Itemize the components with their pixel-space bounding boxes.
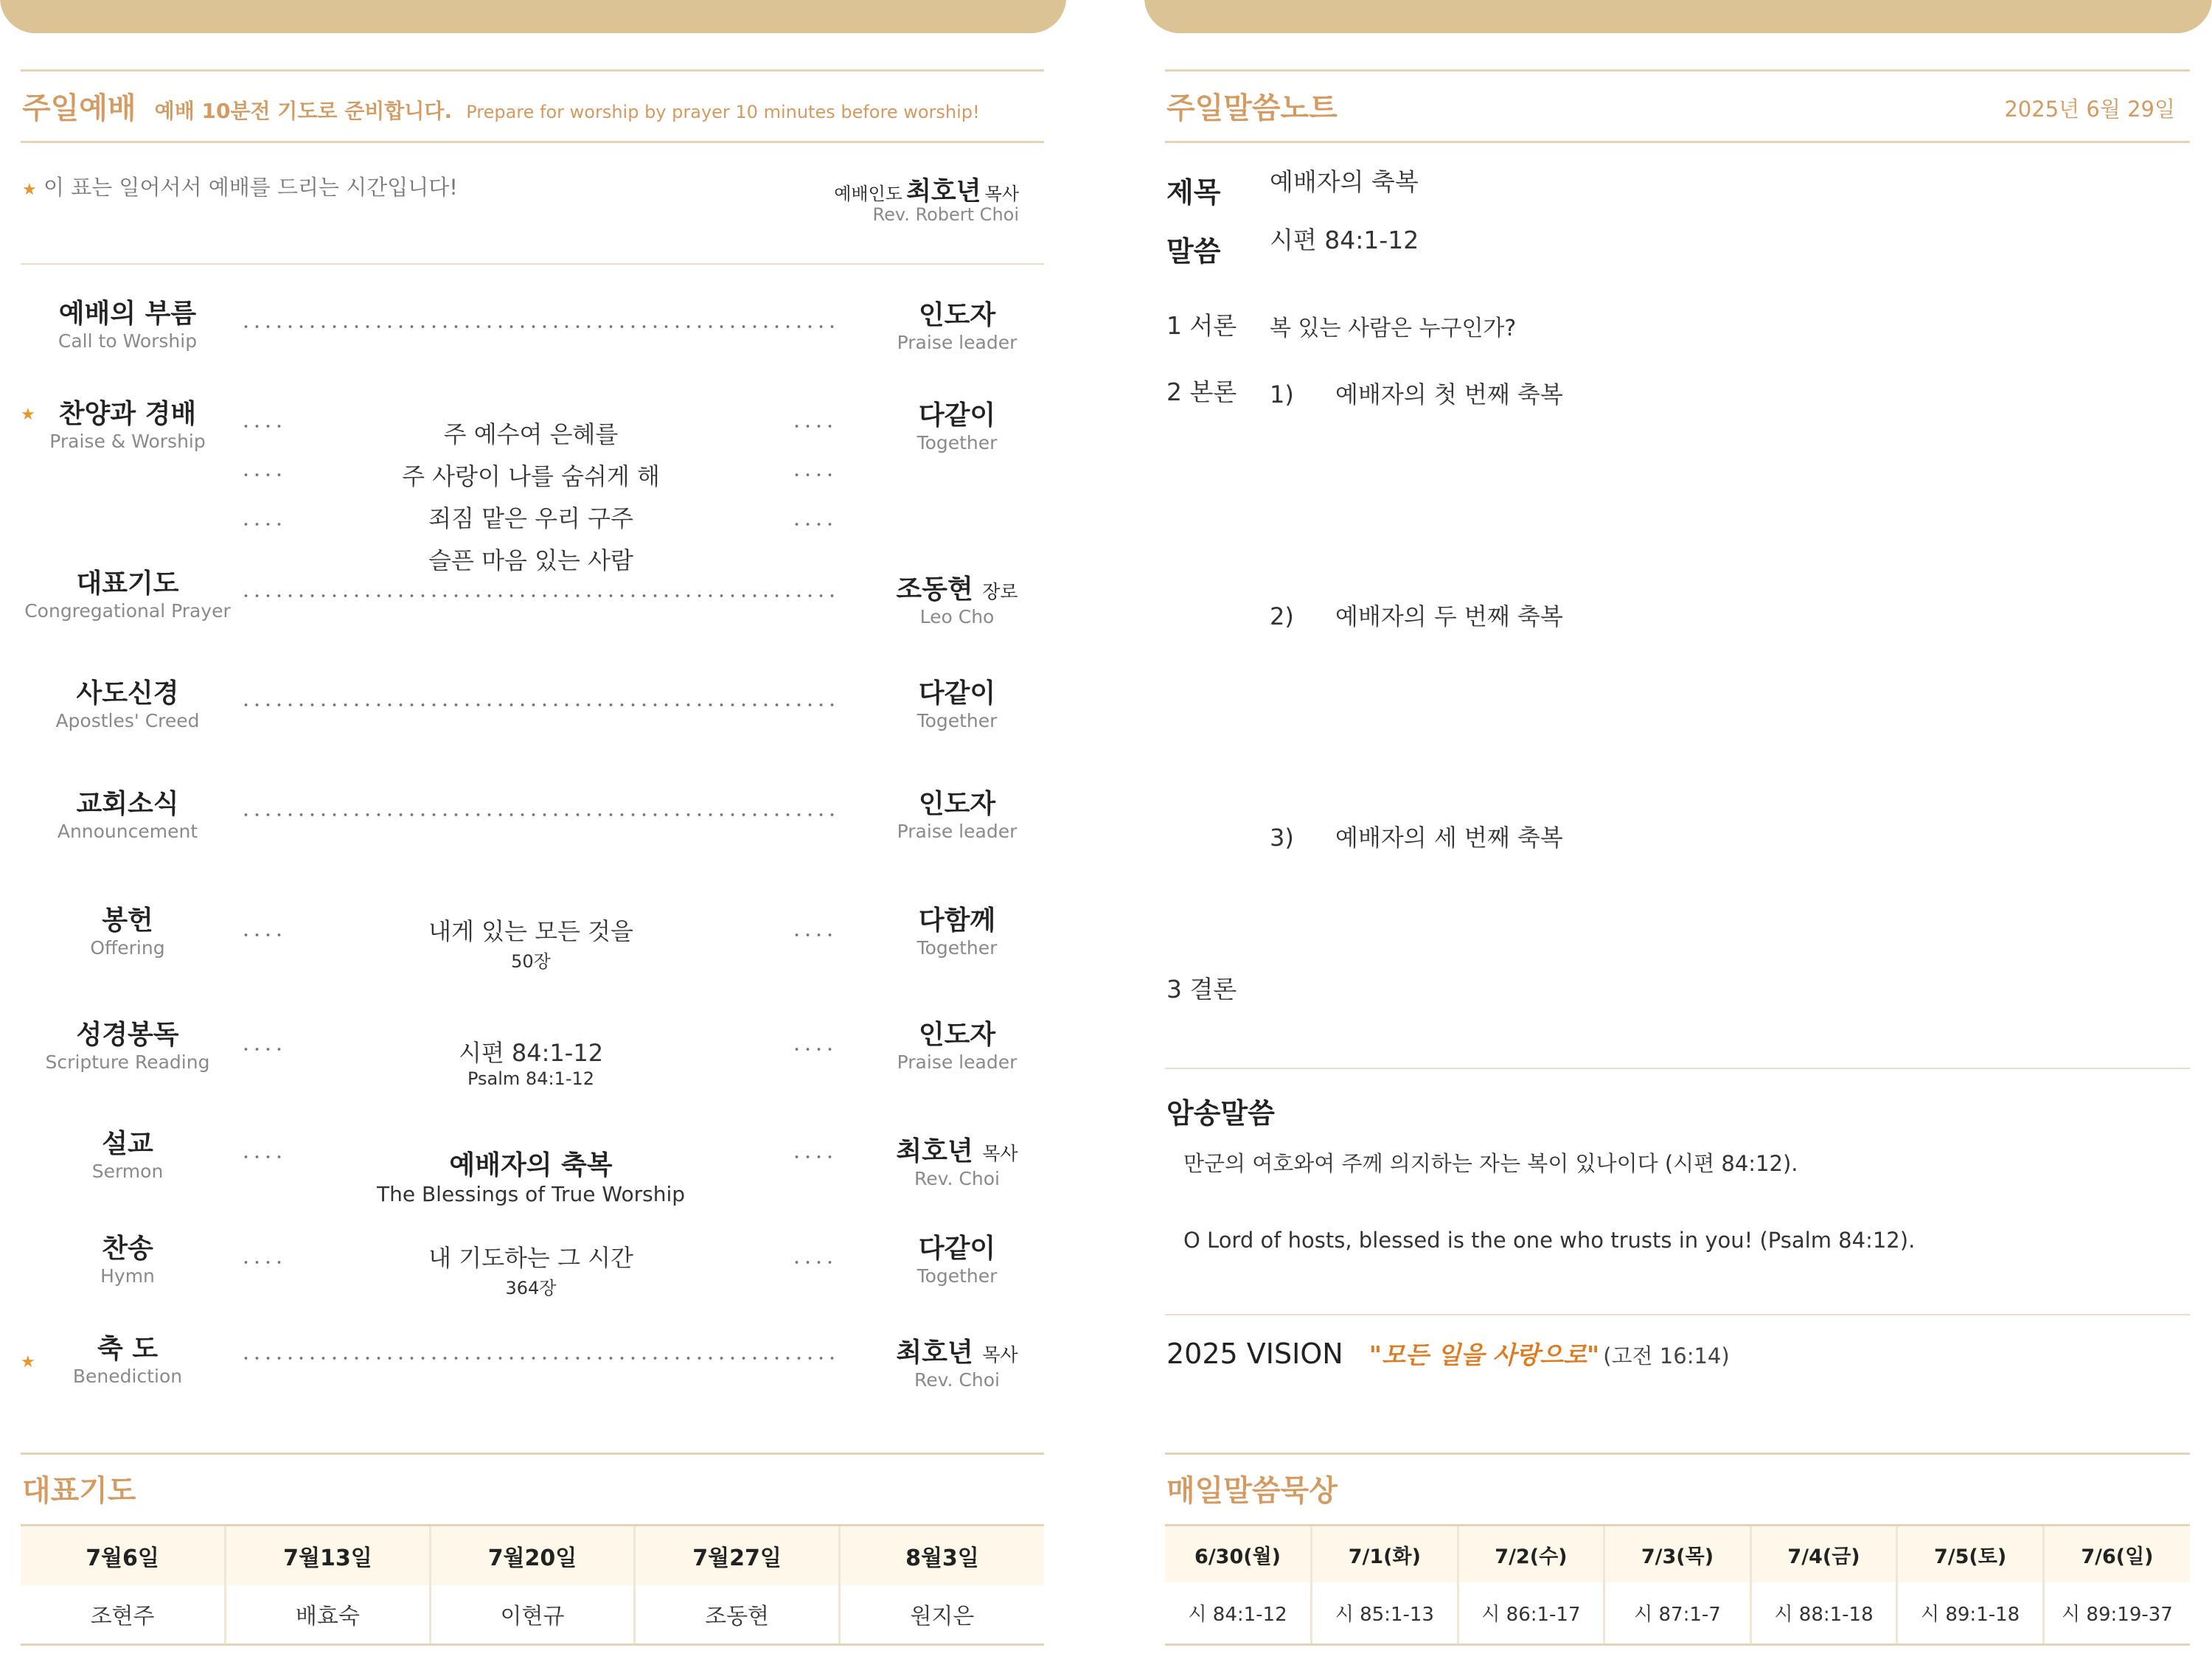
divider [21,141,1044,143]
subject-label: 제목 [1166,176,1221,209]
order-item-benediction: 축 도 Benediction [72,1334,183,1387]
daily-reading: 시 84:1-12 [1165,1582,1312,1644]
worship-subtitle-ko: 예배 10분전 기도로 준비합니다. [154,99,453,123]
daily-reading: 시 88:1-18 [1750,1582,1897,1644]
intro-label: 1 서론 [1166,311,1237,340]
order-leader: 인도자 Praise leader [897,300,1018,353]
order-item-sermon: 설교 Sermon [91,1129,164,1182]
leader-dots [791,473,837,476]
divider [21,263,1044,265]
star-icon: ★ [21,406,35,424]
prayer-name: 원지은 [839,1585,1044,1644]
divider [1165,1068,2190,1069]
order-leader: 인도자 Praise leader [897,789,1018,842]
vision-motto: "모든 일을 사랑으로" [1368,1340,1600,1369]
leader-dots [240,594,838,597]
leader-dots [240,813,838,816]
order-item-apostles-creed: 사도신경 Apostles' Creed [55,678,200,731]
vision [1166,1336,1730,1371]
leader-dots [791,1048,837,1051]
order-item-announcement: 교회소식 Announcement [57,789,198,842]
song-title: 슬픈 마음 있는 사람 [428,546,633,574]
leader-dots [240,425,286,428]
order-item-offering: 봉헌 Offering [90,905,165,959]
notes-title: 주일말씀노트 [1166,91,1338,125]
daily-date: 7/5(토) [1897,1526,2044,1582]
divider [1165,1314,2190,1315]
worship-title: 주일예배 [22,91,136,125]
leader-dots [240,325,838,328]
order-item-praise-worship: 찬양과 경배 Praise & Worship [49,399,206,452]
scripture-label: 말씀 [1166,235,1221,268]
prayer-name: 조동현 [635,1585,840,1644]
leader-dots [791,1261,837,1264]
vision-label: 2025 VISION [1166,1338,1343,1370]
order-leader: 다같이 Together [917,678,998,731]
prayer-date: 7월27일 [635,1526,840,1585]
memory-title: 암송말씀 [1166,1097,1275,1130]
divider [1165,1453,2190,1455]
order-leader: 다함께 Together [917,905,998,959]
daily-date: 6/30(월) [1165,1526,1312,1582]
order-leader: 최호년 목사 Rev. Choi [896,1338,1018,1391]
order-item-call-to-worship: 예배의 부름 Call to Worship [58,299,198,352]
right-top-tab [1144,0,2212,33]
offering-hymn: 내게 있는 모든 것을 50장 [428,917,633,972]
scripture-reference: 시편 84:1-12 Psalm 84:1-12 [458,1039,604,1089]
order-item-hymn: 찬송 Hymn [100,1234,155,1287]
daily-date: 7/4(금) [1750,1526,1897,1582]
divider [1165,141,2190,143]
vision-ref: (고전 16:14) [1603,1343,1730,1368]
daily-reading: 시 86:1-17 [1458,1582,1604,1644]
worship-header [22,85,980,127]
divider [21,69,1044,72]
daily-date: 7/6(일) [2043,1526,2190,1582]
leader-dots [240,523,286,526]
order-leader: 다같이 Together [917,1234,998,1287]
order-leader: 다같이 Together [917,400,998,453]
scripture-text: 시편 84:1-12 [1270,226,1419,254]
song-title: 주 예수여 은혜를 [443,420,619,448]
prayer-date: 7월6일 [21,1526,226,1585]
daily-date: 7/2(수) [1458,1526,1604,1582]
point-1: 1) 예배자의 첫 번째 축복 [1270,380,1563,408]
leader-dots [240,703,838,706]
conclusion-label: 3 결론 [1166,975,1237,1004]
daily-reading-table [1165,1526,2190,1646]
prayer-date: 7월13일 [226,1526,431,1585]
intro-text: 복 있는 사람은 누구인가? [1270,316,1517,341]
leader-dots [240,473,286,476]
order-leader: 인도자 Praise leader [897,1020,1018,1073]
worship-subtitle-en: Prepare for worship by prayer 10 minutes before worship! [466,102,980,122]
sermon-title: 예배자의 축복 The Blessings of True Worship [377,1150,685,1206]
daily-reading: 시 89:19-37 [2043,1582,2190,1644]
leader-dots [791,425,837,428]
leader-dots [240,1357,838,1360]
order-item-congregational-prayer: 대표기도 Congregational Prayer [24,568,231,622]
daily-date: 7/1(화) [1312,1526,1458,1582]
presider: 예배인도 최호년 목사 [834,177,1019,206]
body-label: 2 본론 [1166,378,1237,406]
daily-reading: 시 85:1-13 [1312,1582,1458,1644]
daily-date: 7/3(목) [1604,1526,1751,1582]
leader-dots [240,1155,286,1158]
song-title: 죄짐 맡은 우리 구주 [428,504,633,532]
order-leader: 최호년 목사 Rev. Choi [896,1136,1018,1189]
leader-dots [240,933,286,936]
prayer-date: 7월20일 [430,1526,635,1585]
hymn-title: 내 기도하는 그 시간 364장 [428,1244,633,1298]
prayer-title: 대표기도 [22,1474,136,1508]
notes-date: 2025년 6월 29일 [2004,97,2175,122]
star-icon: ★ [22,181,37,199]
memory-verse-ko: 만군의 여호와여 주께 의지하는 자는 복이 있나이다 (시편 84:12). [1183,1151,1798,1176]
prayer-date: 8월3일 [839,1526,1044,1585]
prayer-name: 배효숙 [226,1585,431,1644]
subject-text: 예배자의 축복 [1270,167,1419,196]
left-top-tab [0,0,1066,33]
star-icon: ★ [21,1353,35,1371]
song-title: 주 사랑이 나를 숨쉬게 해 [402,462,660,490]
leader-dots [791,933,837,936]
standing-note: ★ 이 표는 일어서서 예배를 드리는 시간입니다! [22,175,458,200]
leader-dots [791,1155,837,1158]
order-leader: 조동현 장로 Leo Cho [896,574,1018,627]
daily-title: 매일말씀묵상 [1166,1474,1338,1508]
leader-dots [240,1048,286,1051]
divider [21,1453,1044,1455]
order-item-scripture-reading: 성경봉독 Scripture Reading [45,1020,210,1073]
point-2: 2) 예배자의 두 번째 축복 [1270,602,1563,630]
leader-dots [240,1261,286,1264]
memory-verse-en: O Lord of hosts, blessed is the one who trusts in you! (Psalm 84:12). [1183,1228,1916,1253]
daily-reading: 시 87:1-7 [1604,1582,1751,1644]
presider-en: Rev. Robert Choi [872,204,1019,225]
daily-reading: 시 89:1-18 [1897,1582,2044,1644]
prayer-schedule-table [21,1526,1044,1646]
point-3: 3) 예배자의 세 번째 축복 [1270,824,1563,852]
leader-dots [791,523,837,526]
divider [1165,69,2190,72]
prayer-name: 조현주 [21,1585,226,1644]
prayer-name: 이현규 [430,1585,635,1644]
